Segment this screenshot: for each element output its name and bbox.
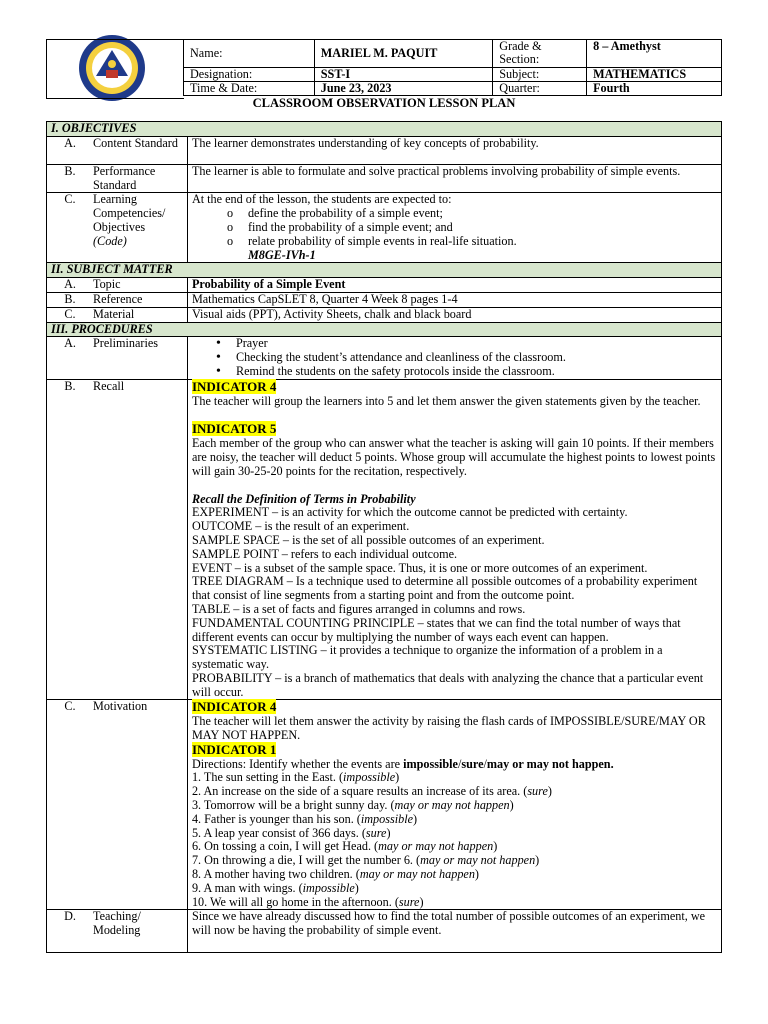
performance-standard-label: B. Performance Standard <box>47 164 188 193</box>
motivation-item: 3. Tomorrow will be a bright sunny day. (may or may not happen) <box>191 798 514 813</box>
list-item: o find the probability of a simple event; and <box>192 221 717 235</box>
preliminaries-label: A. Preliminaries <box>47 337 188 379</box>
preliminaries-list <box>192 337 717 378</box>
term-item: TREE DIAGRAM – Is a technique used to determine all possible outcomes of a probability experiment that consist of line segments from a starting point and from the outcome point. <box>191 574 698 603</box>
term-item: OUTCOME – is the result of an experiment. <box>191 519 410 534</box>
motivation-item: 8. A mother having two children. (may or may not happen) <box>191 867 479 882</box>
term-item: PROBABILITY – is a branch of mathematics that deals with analyzing the chance that a particular event will occur. <box>191 670 704 699</box>
competencies-label: C. Learning Competencies/ Objectives (Code) <box>47 193 188 263</box>
motivation-item: 1. The sun setting in the East. (impossible) <box>191 770 400 785</box>
recall-indicator4-text: The teacher will group the learners into 5 and let them answer the given statements given by the teacher. <box>191 393 701 408</box>
list-item: • Checking the student’s attendance and cleanliness of the classroom. <box>192 351 717 365</box>
motivation-item: 4. Father is younger than his son. (impossible) <box>191 811 418 826</box>
competencies-intro: At the end of the lesson, the students are expected to: <box>191 192 452 207</box>
motivation-item: 6. On tossing a coin, I will get Head. (may or may not happen) <box>191 839 498 854</box>
preliminaries-cell <box>187 337 721 379</box>
motivation-indicator4-text: The teacher will let them answer the activity by raising the flash cards of IMPOSSIBLE/SURE/MAY OR MAY NOT HAPPEN. <box>191 714 706 743</box>
subject-matter-heading: II. SUBJECT MATTER <box>47 263 722 278</box>
term-item: FUNDAMENTAL COUNTING PRINCIPLE – states that we can find the total number of ways that different events can occur by multiplying the number of ways each event can happen. <box>191 615 681 644</box>
motivation-label: C. Motivation <box>47 700 188 910</box>
quarter-label: Quarter: <box>493 82 587 96</box>
indicator-badge: INDICATOR 5 <box>191 421 277 437</box>
subject-label: Subject: <box>493 68 587 82</box>
content-standard-label: A. Content Standard <box>47 136 188 164</box>
time-label: Time & Date: <box>184 82 315 96</box>
term-item: EXPERIMENT – is an activity for which the outcome cannot be predicted with certainty. <box>191 505 628 520</box>
competencies-cell <box>187 193 721 263</box>
page-title: CLASSROOM OBSERVATION LESSON PLAN <box>252 96 516 110</box>
term-item: EVENT – is a subset of the sample space. Thus, it is one or more outcomes of an experiment. <box>191 560 648 575</box>
material-text: Visual aids (PPT), Activity Sheets, chalk and black board <box>187 307 721 322</box>
procedures-heading: III. PROCEDURES <box>47 322 722 337</box>
competencies-list <box>192 207 717 248</box>
motivation-item: 2. An increase on the side of a square results an increase of its area. (sure) <box>191 784 552 799</box>
logo-cell-border <box>46 39 184 99</box>
objectives-heading: I. OBJECTIVES <box>47 122 722 137</box>
reference-text: Mathematics CapSLET 8, Quarter 4 Week 8 pages 1-4 <box>187 292 721 307</box>
topic-text: Probability of a Simple Event <box>187 278 721 293</box>
time-value: June 23, 2023 <box>314 82 493 96</box>
lesson-plan-table <box>46 121 722 953</box>
list-item: • Prayer <box>192 337 717 351</box>
teaching-label: D. Teaching/ Modeling <box>47 910 188 953</box>
indicator-badge: INDICATOR 4 <box>191 699 277 715</box>
designation-label: Designation: <box>184 68 315 82</box>
teaching-text: Since we have already discussed how to find the total number of possible outcomes of an experiment, we will now be having the probability of simple event. <box>187 910 721 953</box>
term-item: SAMPLE POINT – refers to each individual outcome. <box>191 546 458 561</box>
recall-terms-title: Recall the Definition of Terms in Probability <box>191 491 416 506</box>
quarter-value: Fourth <box>587 82 722 96</box>
term-item: SYSTEMATIC LISTING – it provides a technique to organize the information of a problem in a systematic way. <box>191 643 663 672</box>
reference-label: B. Reference <box>47 292 188 307</box>
competency-code: M8GE-IVh-1 <box>247 247 316 262</box>
motivation-item: 5. A leap year consist of 366 days. (sure) <box>191 825 391 840</box>
performance-standard-text: The learner is able to formulate and solve practical problems involving probability of simple events. <box>187 164 721 193</box>
recall-label: B. Recall <box>47 379 188 700</box>
recall-cell <box>187 379 721 700</box>
list-item: • Remind the students on the safety protocols inside the classroom. <box>192 365 717 379</box>
name-value: MARIEL M. PAQUIT <box>314 40 493 68</box>
header-table <box>183 39 722 96</box>
content-standard-text: The learner demonstrates understanding of key concepts of probability. <box>187 136 721 164</box>
motivation-directions: Directions: Identify whether the events are impossible/sure/may or may not happen. <box>191 756 614 771</box>
motivation-item: 9. A man with wings. (impossible) <box>191 880 359 895</box>
indicator-badge: INDICATOR 4 <box>191 378 277 394</box>
recall-indicator5-text: Each member of the group who can answer what the teacher is asking will gain 10 points. If their members are noisy, the teacher will deduct 5 points. Whose group will accumulate the highest points to lowest points will gain 30-25-20 points for the recitation, respectively. <box>191 436 716 478</box>
designation-value: SST-I <box>314 68 493 82</box>
motivation-cell <box>187 700 721 910</box>
grade-value: 8 – Amethyst <box>587 40 722 68</box>
list-item: o define the probability of a simple event; <box>192 207 717 221</box>
term-item: TABLE – is a set of facts and figures arranged in columns and rows. <box>191 601 526 616</box>
motivation-item: 10. We will all go home in the afternoon. (sure) <box>191 894 424 909</box>
subject-value: MATHEMATICS <box>587 68 722 82</box>
list-item: o relate probability of simple events in real-life situation. <box>192 235 717 249</box>
material-label: C. Material <box>47 307 188 322</box>
grade-label: Grade & Section: <box>493 40 587 68</box>
term-item: SAMPLE SPACE – is the set of all possible outcomes of an experiment. <box>191 532 545 547</box>
motivation-item: 7. On throwing a die, I will get the number 6. (may or may not happen) <box>191 853 540 868</box>
name-label: Name: <box>184 40 315 68</box>
indicator-badge: INDICATOR 1 <box>191 741 277 757</box>
topic-label: A. Topic <box>47 278 188 293</box>
